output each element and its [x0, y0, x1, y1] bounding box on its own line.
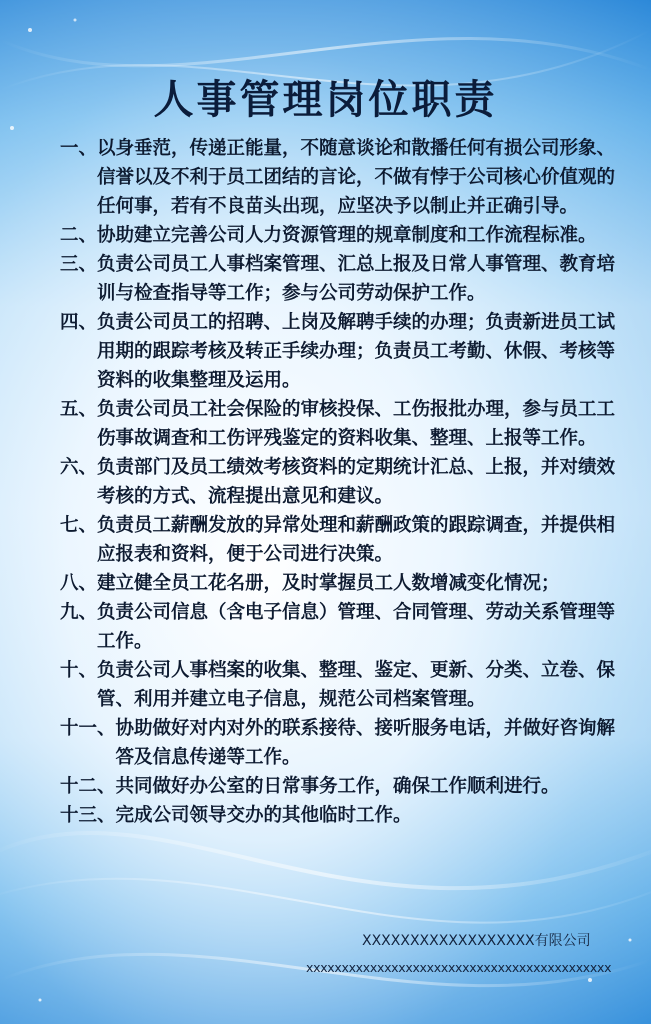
- list-item: [60, 250, 632, 308]
- list-item: [60, 395, 632, 453]
- item-text: 负责公司员工人事档案管理、汇总上报及日常人事管理、教育培训与检查指导等工作；参与公司劳动保护工作。: [97, 254, 616, 304]
- item-text: 完成公司领导交办的其他临时工作。: [115, 805, 412, 826]
- list-item: [60, 511, 632, 569]
- item-number: 十一、: [60, 718, 116, 739]
- duty-list: [60, 134, 632, 830]
- item-text: 共同做好办公室的日常事务工作，确保工作顺利进行。: [115, 776, 560, 797]
- item-number: 五、: [60, 399, 98, 420]
- list-item: [60, 569, 632, 598]
- item-number: 六、: [60, 457, 98, 478]
- list-item: [60, 714, 632, 772]
- list-item: [60, 308, 632, 395]
- item-text: 负责部门及员工绩效考核资料的定期统计汇总、上报，并对绩效考核的方式、流程提出意见和建议。: [97, 457, 616, 507]
- item-number: 二、: [60, 225, 98, 246]
- item-number: 九、: [60, 602, 98, 623]
- item-number: 十三、: [60, 805, 116, 826]
- list-item: [60, 656, 632, 714]
- item-number: 十二、: [60, 776, 116, 797]
- item-number: 一、: [60, 138, 98, 159]
- page-title: 人事管理岗位职责: [153, 77, 498, 123]
- footer-placeholder-line: xxxxxxxxxxxxxxxxxxxxxxxxxxxxxxxxxxxxxxxxxxx: [306, 960, 612, 975]
- item-text: 建立健全员工花名册，及时掌握员工人数增减变化情况；: [97, 573, 560, 594]
- item-number: 四、: [60, 312, 98, 333]
- list-item: [60, 772, 632, 801]
- item-text: 负责公司员工社会保险的审核投保、工伤报批办理，参与员工工伤事故调查和工伤评残鉴定的资料收集、整理、上报等工作。: [97, 399, 616, 449]
- item-text: 以身垂范，传递正能量，不随意谈论和散播任何有损公司形象、信誉以及不利于员工团结的言论，不做有悖于公司核心价值观的任何事，若有不良苗头出现，应坚决予以制止并正确引导。: [97, 138, 616, 217]
- item-text: 负责公司人事档案的收集、整理、鉴定、更新、分类、立卷、保管、利用并建立电子信息，规范公司档案管理。: [97, 660, 616, 710]
- list-item: [60, 453, 632, 511]
- item-number: 三、: [60, 254, 98, 275]
- company-name: XXXXXXXXXXXXXXXXXX有限公司: [362, 933, 591, 949]
- item-text: 负责公司信息（含电子信息）管理、合同管理、劳动关系管理等工作。: [97, 602, 616, 652]
- item-text: 负责公司员工的招聘、上岗及解聘手续的办理；负责新进员工试用期的跟踪考核及转正手续办理；负责员工考勤、休假、考核等资料的收集整理及运用。: [97, 312, 616, 391]
- item-text: 负责员工薪酬发放的异常处理和薪酬政策的跟踪调查，并提供相应报表和资料，便于公司进行决策。: [97, 515, 616, 565]
- item-number: 七、: [60, 515, 98, 536]
- item-number: 八、: [60, 573, 98, 594]
- list-item: [60, 134, 632, 221]
- item-number: 十、: [60, 660, 98, 681]
- list-item: [60, 801, 632, 830]
- item-text: 协助建立完善公司人力资源管理的规章制度和工作流程标准。: [97, 225, 597, 246]
- list-item: [60, 221, 632, 250]
- item-text: 协助做好对内对外的联系接待、接听服务电话，并做好咨询解答及信息传递等工作。: [115, 718, 616, 768]
- list-item: [60, 598, 632, 656]
